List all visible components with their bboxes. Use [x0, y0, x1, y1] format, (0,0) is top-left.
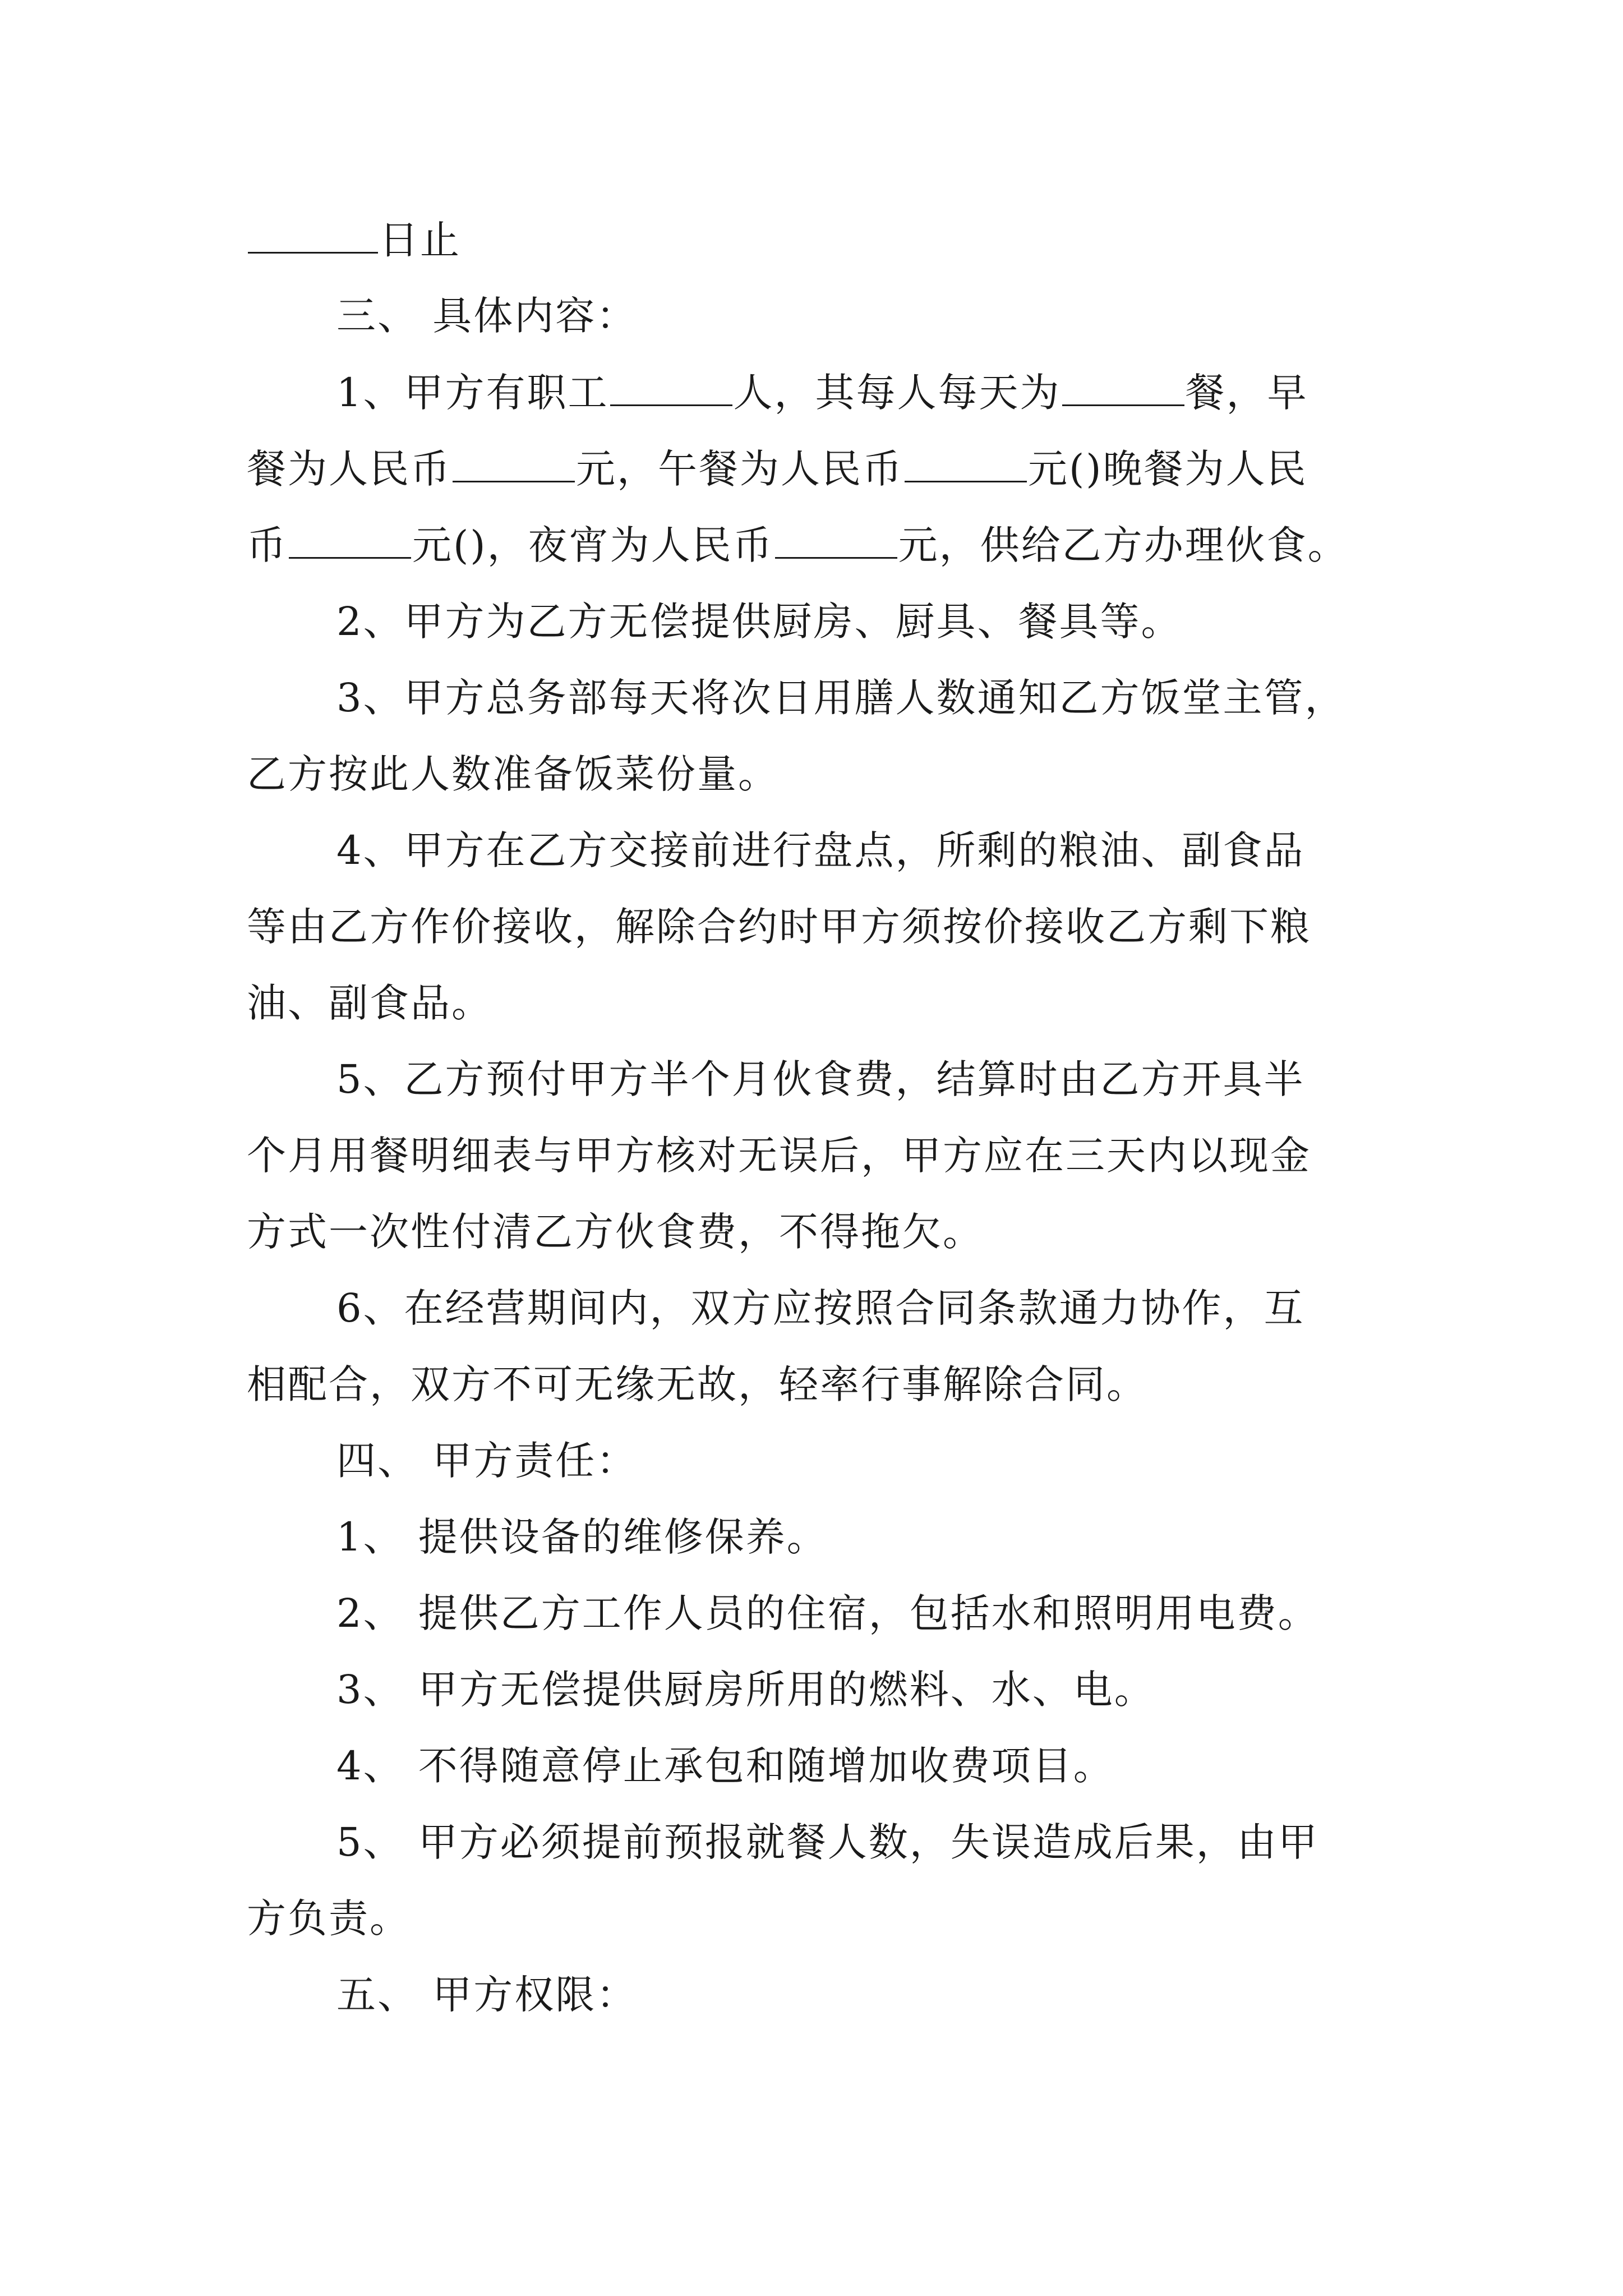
clause-text: 币: [247, 522, 288, 568]
clause-text: 元()，夜宵为人民币: [412, 522, 774, 568]
clause-4-line-2: 等由乙方作价接收，解除合约时甲方须按价接收乙方剩下粮: [247, 904, 1311, 950]
clause-text: 元()晚餐为人民: [1028, 446, 1308, 492]
breakfast-price-blank[interactable]: [453, 441, 575, 482]
clause-text: 1、甲方有职工: [336, 370, 609, 416]
staff-count-blank[interactable]: [610, 365, 732, 406]
clause-2: 2、甲方为乙方无偿提供厨房、厨具、餐具等。: [336, 599, 1182, 645]
clause-text: 餐为人民币: [247, 446, 451, 492]
clause-5-line-3: 方式一次性付清乙方伙食费，不得拖欠。: [247, 1209, 984, 1255]
clause-text: 人，其每人每天为: [733, 370, 1061, 416]
clause-1-line-1: [336, 365, 1308, 421]
clause-text: 餐，早: [1185, 370, 1308, 416]
date-end-text: 日止: [379, 217, 461, 263]
clause-text: 元，供给乙方办理伙食。: [898, 522, 1349, 568]
dinner-price-blank[interactable]: [289, 518, 411, 559]
section-heading-3: 三、 具体内容：: [336, 293, 638, 339]
section-heading-5: 五、 甲方权限：: [336, 1972, 638, 2018]
section-heading-4: 四、 甲方责任：: [336, 1438, 638, 1484]
responsibility-3: 3、 甲方无偿提供厨房所用的燃料、水、电。: [336, 1667, 1155, 1713]
responsibility-5-line-2: 方负责。: [247, 1895, 411, 1941]
clause-1-line-2: [247, 441, 1308, 497]
responsibility-5-line-1: 5、 甲方必须提前预报就餐人数，失误造成后果，由甲: [336, 1819, 1319, 1865]
meals-per-day-blank[interactable]: [1062, 365, 1184, 406]
clause-4-line-1: 4、甲方在乙方交接前进行盘点，所剩的粮油、副食品: [336, 827, 1305, 873]
clause-3-line-2: 乙方按此人数准备饭菜份量。: [247, 751, 779, 797]
clause-text: 元，午餐为人民币: [576, 446, 903, 492]
clause-6-line-1: 6、在经营期间内，双方应按照合同条款通力协作，互: [336, 1285, 1305, 1331]
clause-1-line-3: [247, 517, 1349, 573]
responsibility-2: 2、 提供乙方工作人员的住宿，包括水和照明用电费。: [336, 1590, 1319, 1636]
date-end-line: [247, 212, 461, 268]
clause-3-line-1: 3、甲方总务部每天将次日用膳人数通知乙方饭堂主管，: [336, 675, 1346, 721]
clause-4-line-3: 油、副食品。: [247, 980, 492, 1026]
clause-6-line-2: 相配合，双方不可无缘无故，轻率行事解除合同。: [247, 1361, 1147, 1407]
responsibility-1: 1、 提供设备的维修保养。: [336, 1514, 828, 1560]
clause-5-line-2: 个月用餐明细表与甲方核对无误后，甲方应在三天内以现金: [247, 1133, 1311, 1179]
night-snack-price-blank[interactable]: [775, 518, 897, 559]
lunch-price-blank[interactable]: [905, 441, 1027, 482]
fill-blank[interactable]: [248, 213, 378, 254]
clause-5-line-1: 5、乙方预付甲方半个月伙食费，结算时由乙方开具半: [336, 1056, 1305, 1102]
responsibility-4: 4、 不得随意停止承包和随增加收费项目。: [336, 1743, 1114, 1789]
